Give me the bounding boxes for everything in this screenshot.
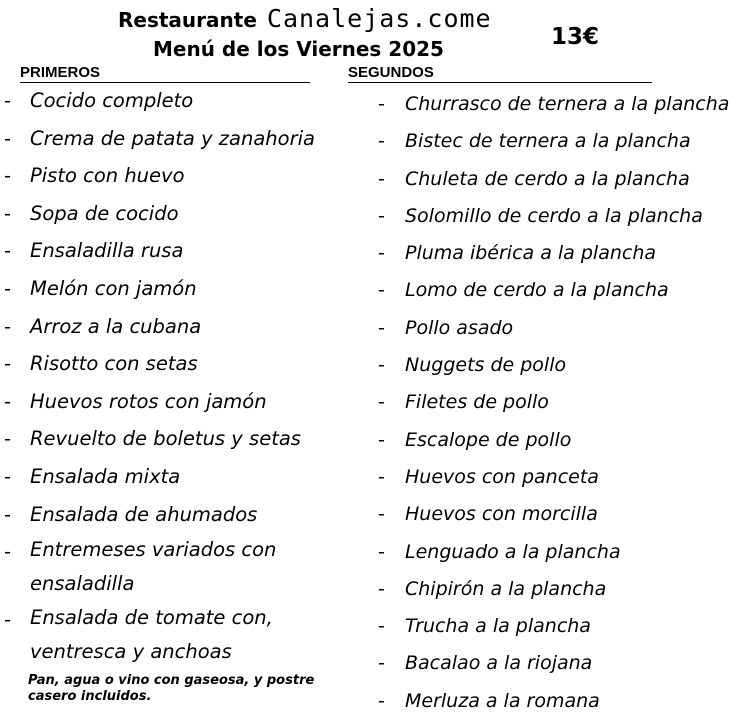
list-item: - Lenguado a la plancha: [378, 540, 621, 563]
list-item: - Ensalada mixta: [4, 464, 181, 488]
list-item: - Ensalada de tomate con, ventresca y anchoas: [4, 606, 273, 664]
list-item: - Sopa de cocido: [4, 201, 179, 225]
primeros-heading: PRIMEROS: [20, 65, 310, 83]
list-item: - Nuggets de pollo: [378, 354, 567, 377]
primeros-list: [4, 82, 344, 669]
list-item: - Arroz a la cubana: [4, 314, 202, 338]
list-item: - Revuelto de boletus y setas: [4, 427, 301, 451]
list-item: - Bistec de ternera a la plancha: [378, 130, 691, 153]
list-item: - Chuleta de cerdo a la plancha: [378, 167, 690, 190]
list-item: - Pisto con huevo: [4, 164, 185, 188]
list-item: - Ensaladilla rusa: [4, 239, 184, 263]
list-item: - Bacalao a la riojana: [378, 652, 593, 675]
list-item: - Solomillo de cerdo a la plancha: [378, 204, 703, 227]
included-note: Pan, agua o vino con gaseosa, y postre casero incluidos.: [28, 673, 315, 704]
list-item: - Escalope de pollo: [378, 428, 572, 451]
menu-price: 13€: [551, 24, 600, 50]
list-item: - Entremeses variados con ensaladilla: [4, 538, 277, 596]
list-item: - Huevos rotos con jamón: [4, 389, 267, 413]
list-item: - Risotto con setas: [4, 352, 198, 376]
list-item: - Cocido completo: [4, 89, 194, 112]
list-item: - Ensalada de ahumados: [4, 502, 258, 526]
brand-name: Canalejas.come: [266, 4, 492, 33]
list-item: - Pluma ibérica a la plancha: [378, 242, 657, 265]
list-item: - Chipirón a la plancha: [378, 577, 607, 600]
segundos-heading: SEGUNDOS: [348, 65, 652, 83]
list-item: - Crema de patata y zanahoria: [4, 126, 315, 150]
list-item: - Trucha a la plancha: [378, 615, 591, 638]
list-item: - Pollo asado: [378, 316, 514, 339]
segundos-list: [378, 86, 748, 720]
restaurant-title: [118, 4, 492, 33]
list-item: - Huevos con panceta: [378, 465, 599, 488]
list-item: - Merluza a la romana: [378, 689, 600, 712]
list-item: - Lomo de cerdo a la plancha: [378, 279, 669, 302]
list-item: - Filetes de pollo: [378, 391, 549, 414]
list-item: - Melón con jamón: [4, 276, 197, 300]
list-item: - Huevos con morcilla: [378, 503, 598, 526]
restaurant-label: Restaurante: [118, 8, 257, 32]
list-item: - Churrasco de ternera a la plancha: [378, 93, 730, 115]
menu-subtitle: Menú de los Viernes 2025: [153, 37, 444, 61]
